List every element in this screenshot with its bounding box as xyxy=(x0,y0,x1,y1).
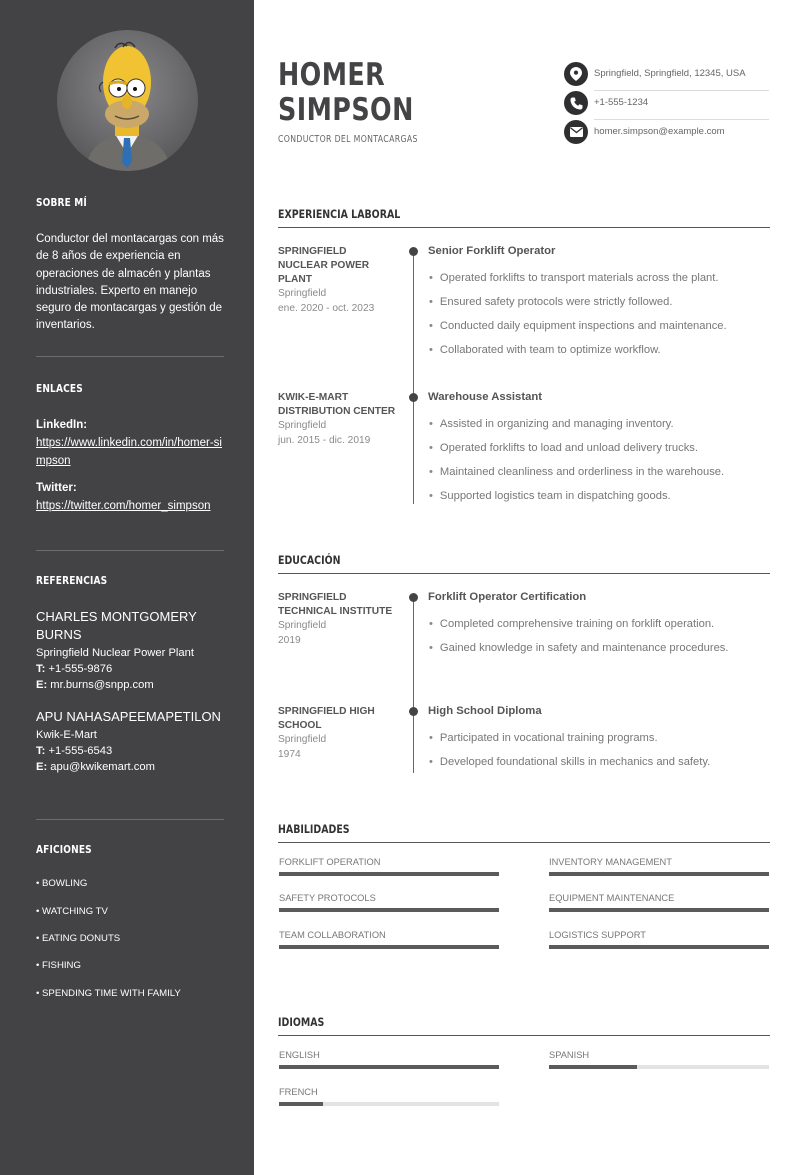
twitter-label: Twitter: xyxy=(36,482,77,494)
contact-email xyxy=(564,120,769,144)
bullet-item: • Operated forklifts to load and unload delivery trucks. xyxy=(429,436,724,460)
language-bar xyxy=(279,1102,499,1106)
reference-email-label: E: xyxy=(36,761,48,773)
sidebar xyxy=(0,0,254,1175)
bullet-item: • Maintained cleanliness and orderliness in the warehouse. xyxy=(429,460,724,484)
about-text-block xyxy=(36,231,224,335)
hobby-item: • FISHING xyxy=(36,960,81,971)
sidebar-divider xyxy=(36,356,224,357)
bullet-item: • Participated in vocational training programs. xyxy=(429,726,710,750)
language-item xyxy=(278,1050,498,1060)
skill-bar xyxy=(279,908,499,912)
education-org-block xyxy=(278,705,396,762)
bullet-item: • Collaborated with team to optimize workflow. xyxy=(429,338,727,362)
skill-bar-fill xyxy=(549,908,769,912)
bullet-item: • Developed foundational skills in mechanics and safety. xyxy=(429,750,710,774)
experience-bullets xyxy=(429,412,724,508)
bullet-item: • Assisted in organizing and managing inventory. xyxy=(429,412,724,436)
reference-name: APU NAHASAPEEMAPETILON xyxy=(36,709,221,724)
skill-bar xyxy=(549,872,769,876)
experience-position: Senior Forklift Operator xyxy=(428,245,556,257)
skills-title: HABILIDADES xyxy=(278,822,350,836)
language-item xyxy=(548,1050,768,1060)
contact-phone xyxy=(564,91,769,115)
education-dates: 2019 xyxy=(278,634,301,646)
skill-bar xyxy=(279,872,499,876)
skill-bar-fill xyxy=(279,908,499,912)
skill-name: INVENTORY MANAGEMENT xyxy=(549,857,672,867)
language-bar-fill xyxy=(279,1065,499,1069)
experience-location: Springfield xyxy=(278,288,327,299)
skill-bar xyxy=(279,945,499,949)
contact-address-text: Springfield, Springfield, 12345, USA xyxy=(594,68,746,79)
education-location: Springfield xyxy=(278,620,327,631)
skill-bar xyxy=(549,908,769,912)
experience-bullets xyxy=(429,266,727,362)
bullet-item: • Conducted daily equipment inspections and maintenance. xyxy=(429,314,727,338)
skill-item xyxy=(548,893,768,903)
about-text: Conductor del montacargas con más de 8 años de experiencia en operaciones de almacén y plantas industriales. Experto en manejo seguro de montacargas y gestión de inventarios. xyxy=(36,233,224,332)
language-name: FRENCH xyxy=(279,1087,318,1097)
job-role: CONDUCTOR DEL MONTACARGAS xyxy=(278,134,418,145)
references-section xyxy=(36,574,224,587)
timeline-line xyxy=(413,252,414,504)
contact-phone-text: +1-555-1234 xyxy=(594,97,649,108)
education-location: Springfield xyxy=(278,734,327,745)
avatar xyxy=(57,30,198,171)
hobby-item: • BOWLING xyxy=(36,878,88,889)
linkedin-label: LinkedIn: xyxy=(36,419,88,431)
hobby-item: • SPENDING TIME WITH FAMILY xyxy=(36,988,181,999)
bullet-item: • Gained knowledge in safety and maintenance procedures. xyxy=(429,636,729,660)
education-org: SPRINGFIELD HIGH SCHOOL xyxy=(278,706,375,731)
timeline-dot xyxy=(409,593,418,602)
education-org: SPRINGFIELD TECHNICAL INSTITUTE xyxy=(278,592,393,617)
candidate-name xyxy=(278,58,414,128)
reference-email: apu@kwikemart.com xyxy=(50,761,155,773)
skill-name: EQUIPMENT MAINTENANCE xyxy=(549,893,675,903)
avatar-illustration xyxy=(57,30,198,171)
timeline-dot xyxy=(409,707,418,716)
skill-item xyxy=(548,857,768,867)
reference-company: Springfield Nuclear Power Plant xyxy=(36,647,194,659)
phone-icon xyxy=(564,91,588,115)
experience-org-block xyxy=(278,391,396,448)
skill-name: SAFETY PROTOCOLS xyxy=(279,893,376,903)
language-bar-fill xyxy=(549,1065,637,1069)
section-rule xyxy=(278,227,770,228)
skill-item xyxy=(278,893,498,903)
location-pin-icon xyxy=(564,62,588,86)
education-title: EDUCACIÓN xyxy=(278,553,341,567)
bullet-item: • Ensured safety protocols were strictly followed. xyxy=(429,290,727,314)
education-bullets xyxy=(429,612,729,660)
bullet-item: • Supported logistics team in dispatching goods. xyxy=(429,484,724,508)
language-name: ENGLISH xyxy=(279,1050,320,1060)
reference-item xyxy=(36,608,224,693)
skill-bar-fill xyxy=(279,872,499,876)
reference-phone-label: T: xyxy=(36,745,46,757)
references-title: REFERENCIAS xyxy=(36,574,108,587)
reference-email: mr.burns@snpp.com xyxy=(50,679,154,691)
reference-item xyxy=(36,708,224,775)
reference-phone: +1-555-6543 xyxy=(48,745,113,757)
languages-title: IDIOMAS xyxy=(278,1015,325,1029)
hobbies-list xyxy=(36,878,224,1008)
timeline-dot xyxy=(409,393,418,402)
hobbies-title: AFICIONES xyxy=(36,843,92,856)
contact-address xyxy=(564,62,769,86)
skill-bar xyxy=(549,945,769,949)
education-org-block xyxy=(278,591,396,648)
language-bar xyxy=(549,1065,769,1069)
experience-dates: jun. 2015 - dic. 2019 xyxy=(278,434,371,446)
skill-name: FORKLIFT OPERATION xyxy=(279,857,381,867)
skill-item xyxy=(278,930,498,940)
about-section xyxy=(36,196,224,209)
links-section xyxy=(36,382,224,395)
section-rule xyxy=(278,842,770,843)
section-rule xyxy=(278,573,770,574)
about-title: SOBRE MÍ xyxy=(36,196,87,209)
skill-name: LOGISTICS SUPPORT xyxy=(549,930,646,940)
language-bar-fill xyxy=(279,1102,323,1106)
skill-bar-fill xyxy=(279,945,499,949)
twitter-link[interactable]: https://twitter.com/homer_simpson xyxy=(36,500,211,512)
contact-email-text: homer.simpson@example.com xyxy=(594,126,725,137)
sidebar-divider xyxy=(36,550,224,551)
hobby-item: • EATING DONUTS xyxy=(36,933,121,944)
skill-name: TEAM COLLABORATION xyxy=(279,930,386,940)
reference-company: Kwik-E-Mart xyxy=(36,729,97,741)
first-name: HOMER xyxy=(278,57,386,93)
language-name: SPANISH xyxy=(549,1050,590,1060)
skill-bar-fill xyxy=(549,945,769,949)
language-bar xyxy=(279,1065,499,1069)
experience-org: KWIK-E-MART DISTRIBUTION CENTER xyxy=(278,392,396,417)
hobby-item: • WATCHING TV xyxy=(36,906,108,917)
education-bullets xyxy=(429,726,710,774)
bullet-item: • Operated forklifts to transport materials across the plant. xyxy=(429,266,727,290)
skill-bar-fill xyxy=(549,872,769,876)
bullet-item: • Completed comprehensive training on forklift operation. xyxy=(429,612,729,636)
last-name: SIMPSON xyxy=(278,92,414,128)
hobbies-section xyxy=(36,843,224,856)
reference-phone: +1-555-9876 xyxy=(48,663,113,675)
email-icon xyxy=(564,120,588,144)
experience-title: EXPERIENCIA LABORAL xyxy=(278,207,401,221)
sidebar-divider xyxy=(36,819,224,820)
experience-org-block xyxy=(278,245,396,316)
reference-name: CHARLES MONTGOMERY BURNS xyxy=(36,609,197,642)
twitter-link-block xyxy=(36,480,224,514)
links-title: ENLACES xyxy=(36,382,83,395)
skill-item xyxy=(548,930,768,940)
timeline-dot xyxy=(409,247,418,256)
experience-dates: ene. 2020 - oct. 2023 xyxy=(278,302,375,314)
experience-org: SPRINGFIELD NUCLEAR POWER PLANT xyxy=(278,246,370,285)
experience-position: Warehouse Assistant xyxy=(428,391,543,403)
language-item xyxy=(278,1087,498,1097)
education-dates: 1974 xyxy=(278,748,301,760)
experience-location: Springfield xyxy=(278,420,327,431)
linkedin-link-block xyxy=(36,417,224,469)
section-rule xyxy=(278,1035,770,1036)
skill-item xyxy=(278,857,498,867)
reference-email-label: E: xyxy=(36,679,48,691)
reference-phone-label: T: xyxy=(36,663,46,675)
education-degree: High School Diploma xyxy=(428,705,542,717)
education-degree: Forklift Operator Certification xyxy=(428,591,587,603)
timeline-line xyxy=(413,598,414,773)
linkedin-link[interactable]: https://www.linkedin.com/in/homer-simpson xyxy=(36,437,222,467)
